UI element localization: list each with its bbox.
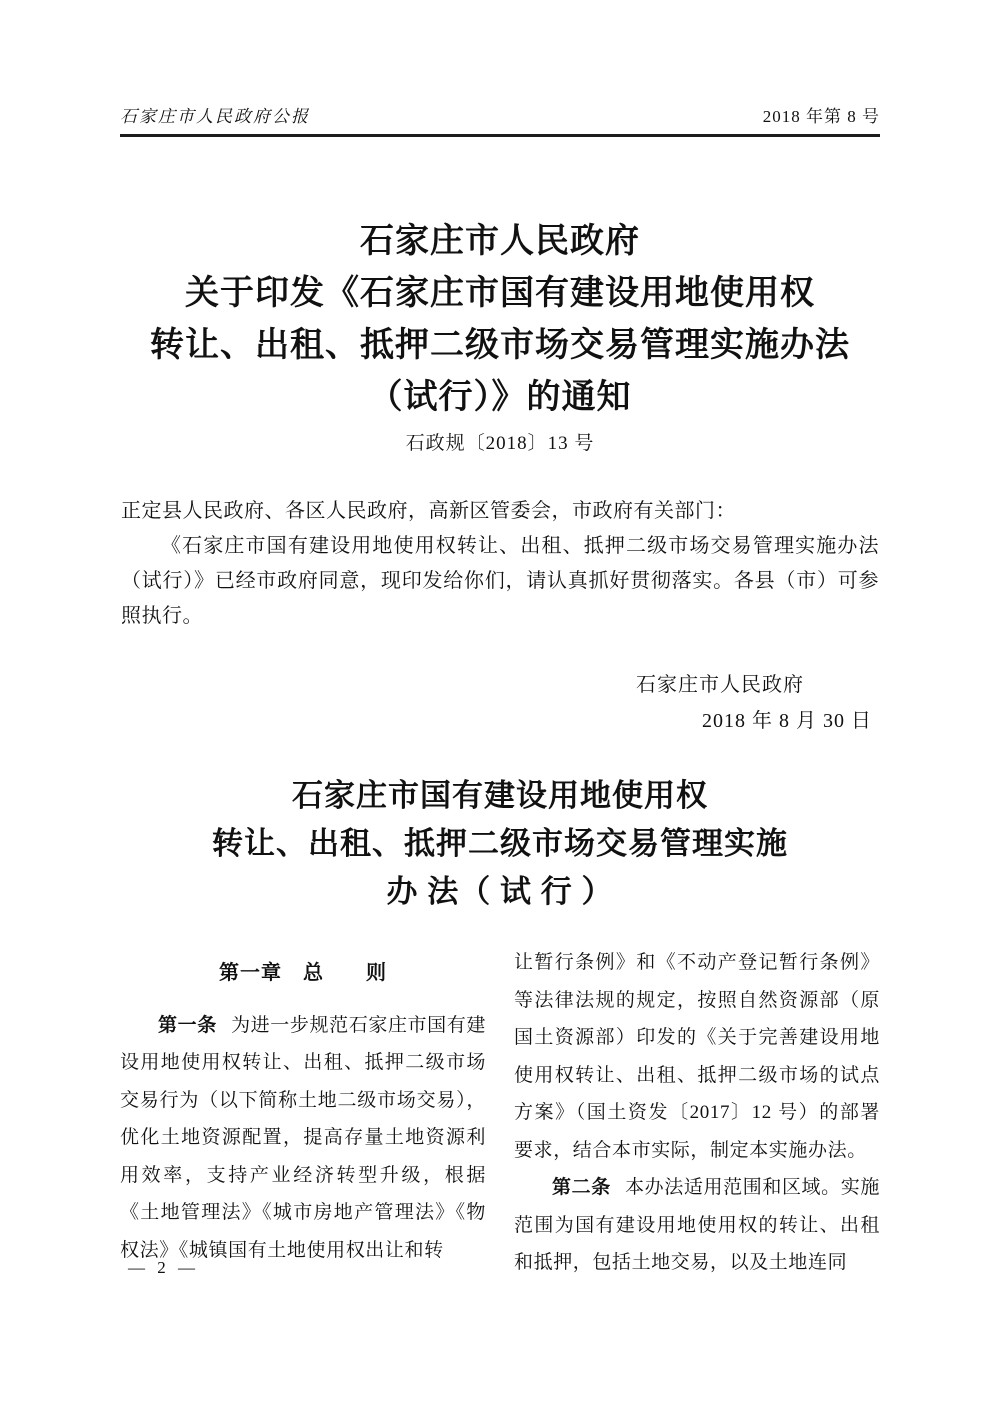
document-number: 石政规〔2018〕13 号 (405, 433, 595, 454)
regulation-title (0, 772, 1000, 916)
publication-name: 石家庄市人民政府公报 (120, 107, 310, 126)
notice-title-line-2: 关于印发《石家庄市国有建设用地使用权 (185, 275, 815, 312)
notice-title-line-4: （试行）》的通知 (368, 379, 632, 416)
article-1-label: 第一条 (158, 1014, 217, 1036)
notice-title-line-1: 石家庄市人民政府 (360, 223, 640, 260)
article-1-continuation: 让暂行条例》和《不动产登记暂行条例》等法律法规的规定，按照自然资源部（原国土资源部）印发的《关于完善建设用地使用权转让、出租、抵押二级市场的试点方案》（国土资发〔2017〕12 号）的部署要求，结合本市实际，制定本实施办法。 (514, 952, 880, 1161)
signature-date: 2018 年 8 月 30 日 (702, 710, 872, 732)
chapter-1-heading: 第一章 总 则 (219, 962, 387, 984)
article-2-paragraph (514, 1169, 880, 1282)
right-column (514, 944, 880, 1282)
article-1-text: 为进一步规范石家庄市国有建设用地使用权转让、出租、抵押二级市场交易行为（以下简称土地二级市场交易），优化土地资源配置，提高存量土地资源利用效率，支持产业经济转型升级，根据《土地管理法》《城市房地产管理法》《物权法》《城镇国有土地使用权出让和转 (120, 1014, 486, 1261)
notice-body (121, 494, 879, 634)
running-head (120, 106, 880, 137)
article-2-text: 本办法适用范围和区域。实施范围为国有建设用地使用权的转让、出租和抵押，包括土地交易，以及土地连同 (514, 1177, 880, 1273)
article-2-label: 第二条 (552, 1177, 611, 1198)
regulation-body (120, 944, 880, 1282)
notice-paragraph: 《石家庄市国有建设用地使用权转让、出租、抵押二级市场交易管理实施办法（试行）》已经市政府同意，现印发给你们，请认真抓好贯彻落实。各县（市）可参照执行。 (121, 535, 879, 627)
signer-name: 石家庄市人民政府 (636, 674, 804, 696)
notice-title (0, 216, 1000, 424)
issue-number: 2018 年第 8 号 (762, 107, 880, 126)
notice-title-line-3: 转让、出租、抵押二级市场交易管理实施办法 (150, 327, 850, 364)
page-number: — 2 — (128, 1258, 199, 1277)
left-column (120, 944, 486, 1282)
article-1-paragraph (120, 1007, 486, 1270)
signature-block (120, 667, 880, 739)
regulation-title-line-2: 转让、出租、抵押二级市场交易管理实施 (212, 826, 788, 861)
regulation-title-line-3: 办 法（ 试 行 ） (386, 874, 614, 909)
regulation-title-line-1: 石家庄市国有建设用地使用权 (292, 778, 708, 813)
salutation: 正定县人民政府、各区人民政府，高新区管委会，市政府有关部门： (121, 500, 736, 522)
